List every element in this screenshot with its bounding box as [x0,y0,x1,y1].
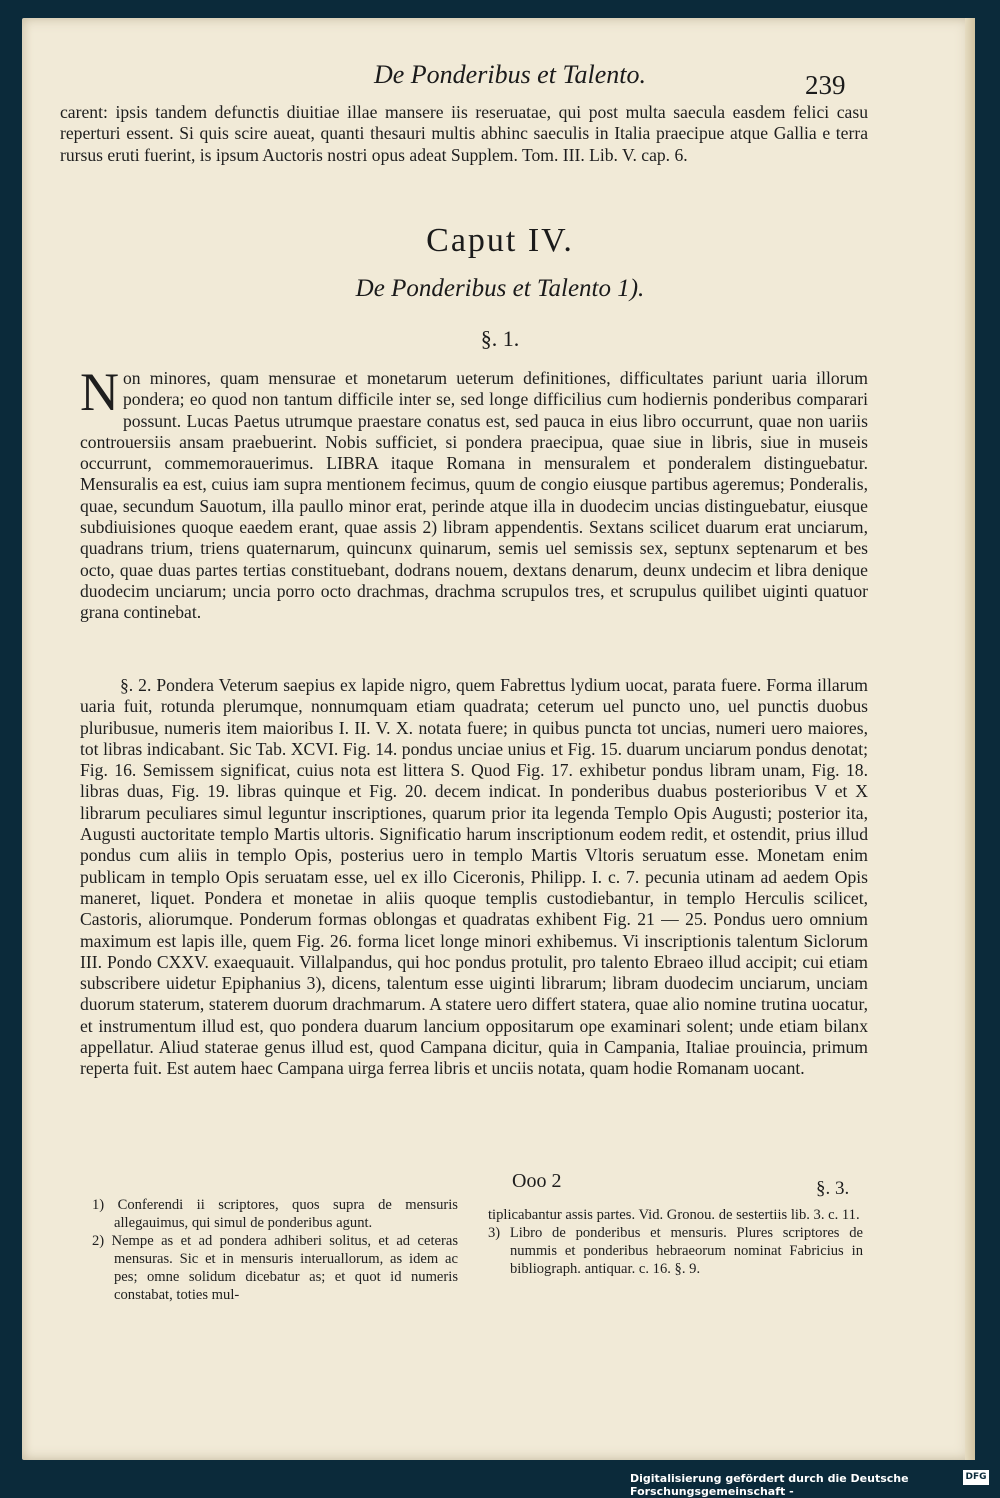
footnotes-left-column [92,1196,458,1304]
footnote-3: 3) Libro de ponderibus et mensuris. Plures scriptores de nummis et ponderibus hebraeorum nominat Fabricius in bibliograph. antiquar. c. 16. §. 9. [488,1225,863,1277]
digitization-credit: Digitalisierung gefördert durch die Deutsche Forschungsgemeinschaft - [630,1472,909,1498]
footnote-2-continued: tiplicabantur assis partes. Vid. Gronou. de sestertiis lib. 3. c. 11. [488,1207,860,1223]
page-number: 239 [805,70,846,100]
chapter-heading: Caput IV. [426,222,574,259]
dfg-logo-icon: DFG [963,1470,989,1485]
paragraph-1-text: on minores, quam mensurae et monetarum ueterum definitiones, difficultates pariunt uaria illorum pondera; eo quod non tantum difficile inter se, sed longe difficilius cum hodiernis ponderibus comparari possunt. Lucas Paetus utrumque praestare conatus est, sed pauca in eius libro occurrunt, quae non uariis controuersiis ansam praebuerint. Nobis sufficiet, si pondera praecipua, quae siue in libris, siue in museis occurrunt, commemorauerimus. LIBRA itaque Romana in mensuralem et ponderalem distinguebatur. Mensuralis ea est, cuius iam supra mentionem fecimus, quum de congio eiusque partibus ageremus; Ponderalis, quae, secundum Sauotum, illa paullo minor erat, perinde atque illa in duodecim uncias distinguebatur, eiusque subdiuisiones quoque eaedem erant, quae assis 2) libram appendentis. Sextans scilicet duarum erat unciarum, quadrans trium, triens quaternarum, quincunx quinarum, semis uel semissis sex, septunx septenarum et bes octo, quae duas partes tertias constituebant, dodrans nouem, dextans denarum, deunx undecim et libra denique duodecim unciarum; uncia porro octo drachmas, drachma scrupulos tres, et scrupulus quilibet uiginti quatuor grana continebat. [80,368,868,623]
intro-paragraph: carent: ipsis tandem defunctis diuitiae illae mansere iis reseruatae, qui post multa saecula easdem felici casu reperturi essent. Si quis scire aueat, quanti thesauri multis abhinc saeculis in Italia praecipue atque Gallia e terra rursus eruti fuerint, is ipsum Auctoris nostri opus adeat Supplem. Tom. III. Lib. V. cap. 6. [60,102,868,165]
chapter-subtitle: De Ponderibus et Talento 1). [355,275,645,302]
footnotes-right-column [488,1206,863,1278]
catchword: §. 3. [816,1178,850,1199]
section-number: §. 1. [480,326,520,351]
drop-cap: N [80,362,119,422]
footnote-1: 1) Conferendi ii scriptores, quos supra de mensuris allegauimus, qui simul de ponderibus agunt. [92,1197,458,1231]
paragraph-2: §. 2. Pondera Veterum saepius ex lapide nigro, quem Fabrettus lydium uocat, parata fuere. Forma illarum uaria fuit, rotunda plerumque, nonnumquam etiam quadrata; ceterum uel puncto uno, uel punctis duobus pluribusue, numeris item maioribus I. II. V. X. notata fuere; in quibus puncta tot uncias, numeri uero maiores, tot libras indicabant. Sic Tab. XCVI. Fig. 14. pondus unciae unius et Fig. 15. duarum unciarum pondus denotat; Fig. 16. Semissem significat, cuius nota est littera S. Quod Fig. 17. exhibetur pondus libram unam, Fig. 18. libras duas, Fig. 19. libras quinque et Fig. 20. decem indicat. In ponderibus duabus posterioribus V et X librarum peculiares simul leguntur inscriptiones, quarum prior ita legenda Templo Opis Augusti; posterior ita, Augusti auctoritate templo Martis ultoris. Significatio harum inscriptionum eodem redit, et ostendit, prius illud pondus cum aliis in templo Opis, posterius uero in templo Martis Vltoris seruatum esse. Monetam enim publicam in templo Opis seruatam esse, uel ex illo Ciceronis, Philipp. I. c. 7. pecunia utinam ad aedem Opis maneret, liquet. Pondera et monetae in aliis quoque templis custodiebantur, in templo Herculis scilicet, Castoris, aliorumque. Ponderum formas oblongas et quadratas exhibent Fig. 21 — 25. Pondus uero omnium maximum est lapis ille, quem Fig. 26. forma licet longe minori exhibemus. Vi inscriptionis talentum Siclorum III. Pondo CXXV. exaequauit. Villalpandus, qui hoc pondus protulit, pro talento Ebraeo illud accipit; cui etiam subscribere uidetur Epiphanius 3), dicens, talentum esse uiginti librarum; libram duodecim unciarum, unciam duorum staterum, staterem duorum drachmarum. A statere uero differt statera, quae alio nomine trutina uocatur, et instrumentum illud est, quo pondera duarum lancium oppositarum ope examinari solent; unde etiam bilanx appellatur. Aliud staterae genus illud est, quod Campana dicitur, quia in Campania, Italiae prouincia, primum reperta fuit. Est autem haec Campana uirga ferrea libris et unciis notata, quam hodie Romanam uocant. [80,675,868,1079]
signature-mark: Ooo 2 [512,1170,562,1192]
page-edge [965,18,975,1460]
paragraph-1 [80,362,868,624]
running-title: De Ponderibus et Talento. [373,60,647,89]
footnote-2: 2) Nempe as et ad pondera adhiberi solitus, et ad ceteras mensuras. Sic et in mensuris interuallorum, as idem ac pes; omne solidum dicebatur as; et quot id numeris constabat, toties mul- [92,1233,458,1303]
